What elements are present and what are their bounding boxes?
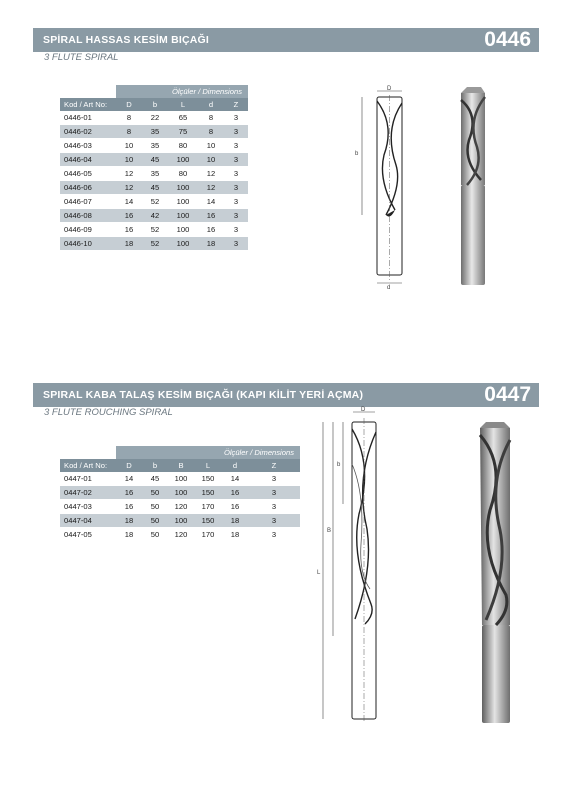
dimension-cell: 3 bbox=[224, 139, 248, 153]
tool-shank bbox=[461, 185, 485, 285]
article-code-cell: 0446-08 bbox=[60, 209, 116, 223]
dimension-cell: 3 bbox=[224, 209, 248, 223]
dimension-cell: 80 bbox=[168, 139, 198, 153]
dim-label-b: b bbox=[337, 462, 341, 468]
dimension-cell: 120 bbox=[168, 528, 194, 542]
dimension-cell: 120 bbox=[168, 500, 194, 514]
article-code-cell: 0446-04 bbox=[60, 153, 116, 167]
article-code-cell: 0446-10 bbox=[60, 237, 116, 251]
dimension-cell: 10 bbox=[198, 139, 224, 153]
dimension-cell: 52 bbox=[142, 195, 168, 209]
column-header: d bbox=[198, 98, 224, 111]
dimension-cell: 35 bbox=[142, 125, 168, 139]
table-row bbox=[60, 139, 248, 153]
dimension-cell: 170 bbox=[194, 500, 222, 514]
section-subtitle: 3 FLUTE SPIRAL bbox=[44, 52, 119, 63]
dimension-cell: 16 bbox=[198, 223, 224, 237]
dimension-cell: 18 bbox=[116, 528, 142, 542]
dimension-cell: 35 bbox=[142, 139, 168, 153]
table-row bbox=[60, 153, 248, 167]
dim-label-d-top: D bbox=[361, 407, 366, 413]
dimension-cell: 3 bbox=[248, 472, 300, 486]
dimension-cell: 14 bbox=[198, 195, 224, 209]
dimension-cell: 14 bbox=[116, 195, 142, 209]
dimension-cell: 100 bbox=[168, 486, 194, 500]
dim-label-d-top: D bbox=[387, 86, 392, 92]
column-header: L bbox=[194, 459, 222, 472]
dimension-cell: 3 bbox=[224, 111, 248, 125]
tool-drawing-0447 bbox=[315, 404, 390, 724]
column-header: Kod / Art No: bbox=[60, 459, 116, 472]
dimension-cell: 18 bbox=[222, 514, 248, 528]
dim-label-B: B bbox=[327, 528, 332, 534]
dimension-cell: 8 bbox=[198, 125, 224, 139]
column-header: Z bbox=[224, 98, 248, 111]
dimensions-table-0446 bbox=[60, 85, 248, 251]
article-code-cell: 0446-02 bbox=[60, 125, 116, 139]
dimension-cell: 18 bbox=[198, 237, 224, 251]
product-code: 0447 bbox=[484, 383, 531, 406]
table-row bbox=[60, 472, 300, 486]
dimension-cell: 100 bbox=[168, 181, 198, 195]
column-header: Z bbox=[248, 459, 300, 472]
tool-tip bbox=[480, 422, 510, 428]
dimension-cell: 100 bbox=[168, 237, 198, 251]
dimension-cell: 50 bbox=[142, 514, 168, 528]
dimension-cell: 18 bbox=[116, 237, 142, 251]
column-header: d bbox=[222, 459, 248, 472]
dimension-cell: 150 bbox=[194, 514, 222, 528]
dimension-cell: 45 bbox=[142, 153, 168, 167]
dimension-cell: 14 bbox=[116, 472, 142, 486]
column-header: Kod / Art No: bbox=[60, 98, 116, 111]
article-code-cell: 0446-06 bbox=[60, 181, 116, 195]
tool-drawing-0446 bbox=[350, 85, 415, 300]
section-subtitle: 3 FLUTE ROUCHING SPIRAL bbox=[44, 407, 173, 418]
table-row bbox=[60, 125, 248, 139]
dimension-cell: 100 bbox=[168, 195, 198, 209]
table-row bbox=[60, 514, 300, 528]
dimension-cell: 16 bbox=[116, 486, 142, 500]
dimension-cell: 42 bbox=[142, 209, 168, 223]
dimension-cell: 3 bbox=[248, 486, 300, 500]
column-header: b bbox=[142, 459, 168, 472]
dimension-cell: 12 bbox=[116, 167, 142, 181]
article-code-cell: 0446-01 bbox=[60, 111, 116, 125]
dimension-cell: 50 bbox=[142, 486, 168, 500]
article-code-cell: 0447-04 bbox=[60, 514, 116, 528]
section-title: SPİRAL HASSAS KESİM BIÇAĞI bbox=[43, 34, 210, 46]
dimension-cell: 150 bbox=[194, 472, 222, 486]
dimension-cell: 16 bbox=[222, 500, 248, 514]
table-row bbox=[60, 167, 248, 181]
column-header: D bbox=[116, 459, 142, 472]
dimension-cell: 3 bbox=[224, 223, 248, 237]
dimension-cell: 3 bbox=[224, 167, 248, 181]
dimension-cell: 100 bbox=[168, 153, 198, 167]
tool-tip bbox=[461, 87, 485, 93]
article-code-cell: 0446-09 bbox=[60, 223, 116, 237]
dimension-cell: 50 bbox=[142, 528, 168, 542]
table-row bbox=[60, 237, 248, 251]
dimension-cell: 16 bbox=[116, 209, 142, 223]
dimension-cell: 100 bbox=[168, 514, 194, 528]
table-row bbox=[60, 195, 248, 209]
dimension-cell: 16 bbox=[222, 486, 248, 500]
article-code-cell: 0446-05 bbox=[60, 167, 116, 181]
column-header: L bbox=[168, 98, 198, 111]
dimension-cell: 3 bbox=[224, 195, 248, 209]
table-row bbox=[60, 500, 300, 514]
dimension-cell: 8 bbox=[198, 111, 224, 125]
article-code-cell: 0447-02 bbox=[60, 486, 116, 500]
section-title: SPIRAL KABA TALAŞ KESİM BIÇAĞI (KAPI KİLİT YERİ AÇMA) bbox=[43, 389, 364, 401]
dimension-cell: 12 bbox=[116, 181, 142, 195]
product-code: 0446 bbox=[484, 28, 531, 51]
column-header: b bbox=[142, 98, 168, 111]
table-row bbox=[60, 181, 248, 195]
dimension-cell: 10 bbox=[116, 139, 142, 153]
dimension-cell: 170 bbox=[194, 528, 222, 542]
dimension-cell: 3 bbox=[248, 500, 300, 514]
column-header: D bbox=[116, 98, 142, 111]
dimension-cell: 3 bbox=[248, 514, 300, 528]
tool-photo-0447 bbox=[460, 420, 530, 725]
table-row bbox=[60, 111, 248, 125]
dimension-cell: 100 bbox=[168, 472, 194, 486]
article-code-cell: 0446-03 bbox=[60, 139, 116, 153]
dimension-cell: 12 bbox=[198, 181, 224, 195]
section-banner-0446 bbox=[33, 28, 539, 52]
dimension-cell: 3 bbox=[224, 153, 248, 167]
dimension-cell: 45 bbox=[142, 181, 168, 195]
dimension-cell: 45 bbox=[142, 472, 168, 486]
dim-label-L: L bbox=[317, 570, 321, 576]
dimension-cell: 12 bbox=[198, 167, 224, 181]
section-banner-0447 bbox=[33, 383, 539, 407]
dimension-cell: 16 bbox=[116, 500, 142, 514]
dimension-cell: 3 bbox=[248, 528, 300, 542]
dimension-cell: 52 bbox=[142, 223, 168, 237]
dimension-cell: 100 bbox=[168, 223, 198, 237]
tool-shank bbox=[482, 625, 510, 723]
article-code-cell: 0447-03 bbox=[60, 500, 116, 514]
table-caption: Ölçüler / Dimensions bbox=[116, 446, 300, 459]
dim-label-b: b bbox=[355, 151, 359, 157]
dimension-cell: 3 bbox=[224, 237, 248, 251]
article-code-cell: 0446-07 bbox=[60, 195, 116, 209]
tool-photo-0446 bbox=[445, 85, 500, 290]
table-caption: Ölçüler / Dimensions bbox=[116, 85, 248, 98]
article-code-cell: 0447-01 bbox=[60, 472, 116, 486]
dimension-cell: 50 bbox=[142, 500, 168, 514]
table-row bbox=[60, 528, 300, 542]
dimension-cell: 35 bbox=[142, 167, 168, 181]
dimension-cell: 3 bbox=[224, 181, 248, 195]
dimension-cell: 8 bbox=[116, 125, 142, 139]
dimension-cell: 10 bbox=[116, 153, 142, 167]
dimension-cell: 22 bbox=[142, 111, 168, 125]
dimension-cell: 8 bbox=[116, 111, 142, 125]
dimension-cell: 65 bbox=[168, 111, 198, 125]
dimension-cell: 52 bbox=[142, 237, 168, 251]
column-header: B bbox=[168, 459, 194, 472]
dimension-cell: 100 bbox=[168, 209, 198, 223]
dimension-cell: 14 bbox=[222, 472, 248, 486]
table-row bbox=[60, 223, 248, 237]
dimension-cell: 18 bbox=[116, 514, 142, 528]
dimension-cell: 10 bbox=[198, 153, 224, 167]
dim-label-d-bottom: d bbox=[387, 285, 391, 291]
article-code-cell: 0447-05 bbox=[60, 528, 116, 542]
dimension-cell: 80 bbox=[168, 167, 198, 181]
dimension-cell: 75 bbox=[168, 125, 198, 139]
dimension-cell: 18 bbox=[222, 528, 248, 542]
table-row bbox=[60, 209, 248, 223]
dimension-cell: 150 bbox=[194, 486, 222, 500]
table-row bbox=[60, 486, 300, 500]
dimension-cell: 16 bbox=[116, 223, 142, 237]
dimension-cell: 16 bbox=[198, 209, 224, 223]
dimension-cell: 3 bbox=[224, 125, 248, 139]
dimensions-table-0447 bbox=[60, 446, 300, 542]
